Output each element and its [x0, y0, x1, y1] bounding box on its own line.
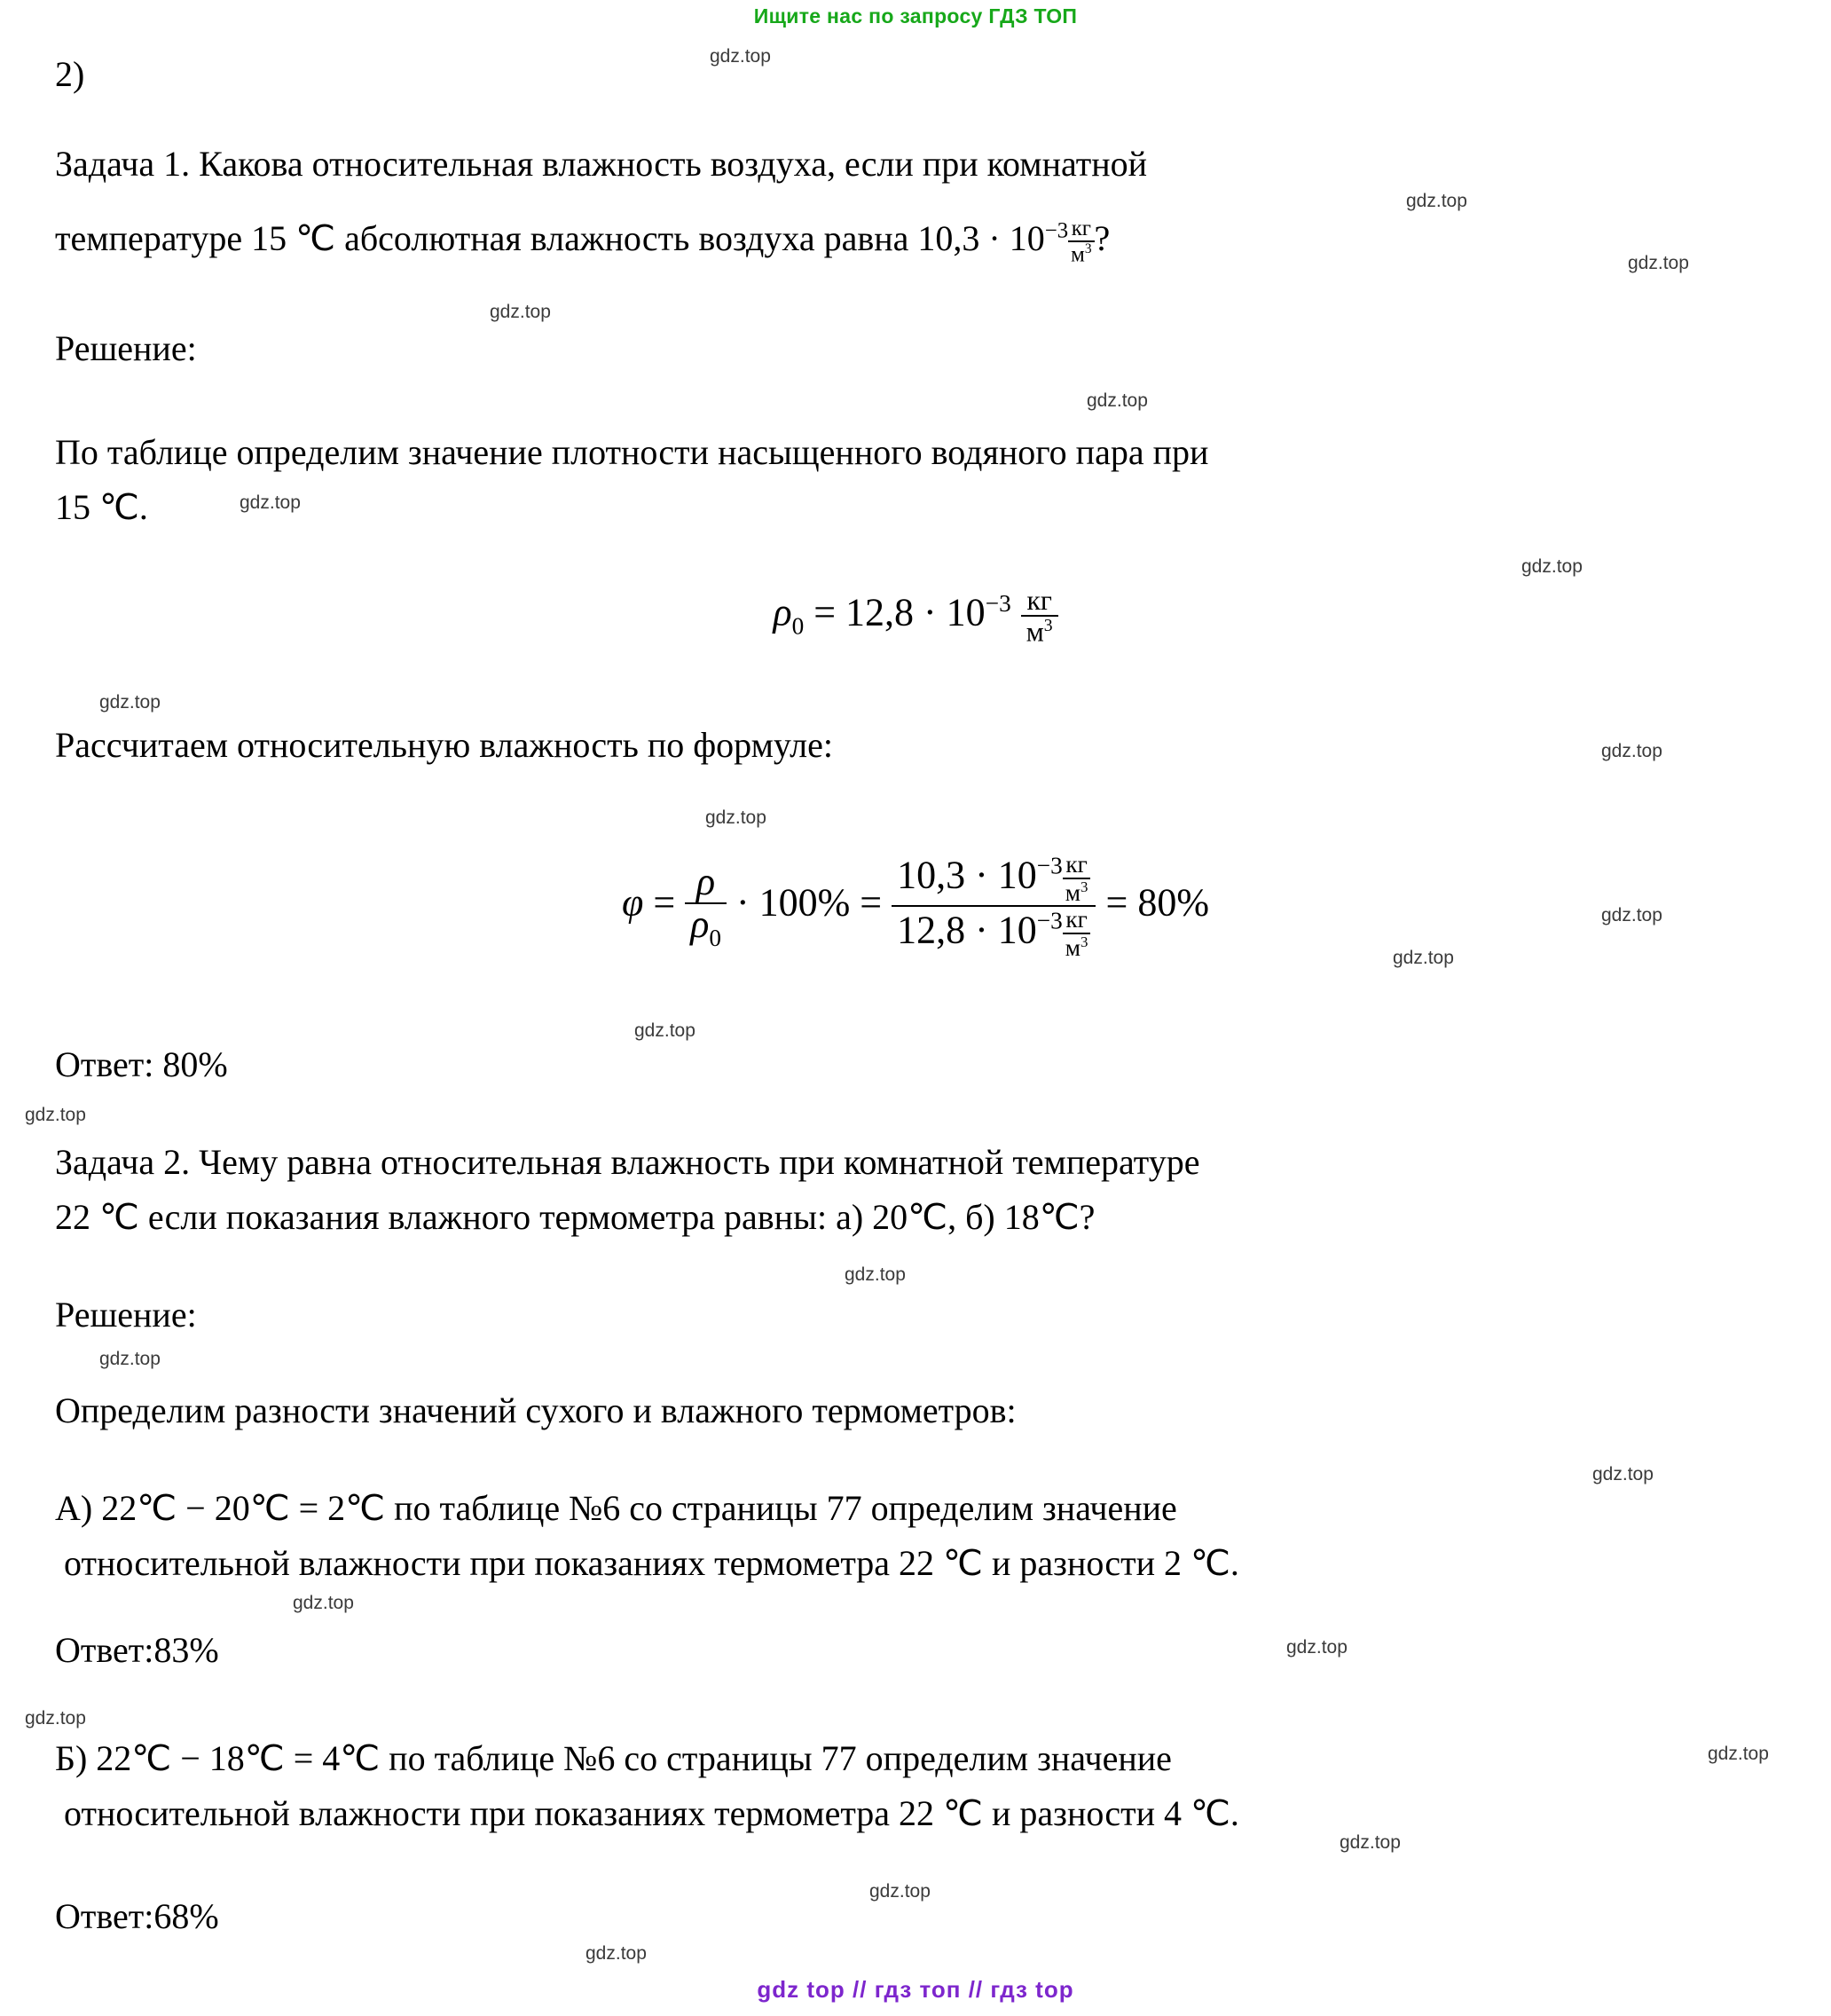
- table-lookup-line2: 15 ℃.: [55, 487, 148, 527]
- phi-ratio-numerator: ρ: [696, 860, 716, 904]
- equals-sign: =: [813, 590, 837, 634]
- solution-label-2: Решение:: [55, 1295, 197, 1335]
- phi-equation: [0, 852, 1831, 961]
- watermark-tag: gdz.top: [1592, 1464, 1654, 1484]
- rho0-unit-fraction: [1021, 586, 1058, 647]
- phi-den-unit-den-exp: 3: [1081, 933, 1088, 951]
- phi-num-unit-den-exp: 3: [1081, 878, 1088, 895]
- task1-exponent: −3: [1044, 218, 1069, 243]
- phi-num-unit-denominator: [1063, 878, 1091, 906]
- watermark-tag: gdz.top: [25, 1708, 86, 1729]
- watermark-tag: gdz.top: [1521, 556, 1583, 577]
- case-a-line1: А) 22℃ − 20℃ = 2℃ по таблице №6 со страницы 77 определим значение: [55, 1488, 1177, 1528]
- rho0-value: 12,8 · 10: [845, 590, 986, 634]
- task2-line1: Задача 2. Чему равна относительная влажность при комнатной температуре: [55, 1142, 1200, 1182]
- phi-result: 80%: [1137, 880, 1209, 925]
- phi-ratio-den-subscript: 0: [709, 925, 721, 952]
- phi-equals-3: =: [1105, 880, 1128, 925]
- rho0-equation: [0, 586, 1831, 647]
- watermark-tag: gdz.top: [634, 1020, 695, 1041]
- phi-symbol: φ: [622, 880, 644, 925]
- watermark-tag: gdz.top: [1708, 1744, 1769, 1764]
- phi-num-unit-numerator: кг: [1065, 851, 1088, 878]
- unit-denominator: [1068, 240, 1094, 266]
- watermark-tag: gdz.top: [1340, 1832, 1401, 1853]
- task1-unit-fraction: [1068, 217, 1094, 266]
- task1-line2: [55, 217, 1110, 266]
- answer-1: Ответ: 80%: [55, 1044, 228, 1084]
- rho0-exponent: −3: [985, 589, 1011, 617]
- watermark-tag: gdz.top: [1601, 905, 1662, 925]
- watermark-tag: gdz.top: [1601, 741, 1662, 761]
- task1-line2-tail: ?: [1094, 217, 1111, 258]
- watermark-tag: gdz.top: [710, 46, 771, 67]
- rho-subscript: 0: [791, 612, 805, 640]
- watermark-tag: gdz.top: [869, 1881, 931, 1902]
- task1-line2-part-a: температуре 15: [55, 217, 296, 258]
- table-lookup-line1: По таблице определим значение плотности насыщенного водяного пара при: [55, 432, 1209, 472]
- phi-ratio-den-symbol: ρ: [690, 902, 710, 947]
- watermark-tag: gdz.top: [99, 1349, 161, 1369]
- case-b-line1: Б) 22℃ − 18℃ = 4℃ по таблице №6 со страницы 77 определим значение: [55, 1738, 1172, 1778]
- phi-den-unit-denominator: [1063, 933, 1091, 961]
- phi-big-den-value: 12,8 · 10: [897, 908, 1037, 952]
- rho0-unit-den-base: м: [1026, 616, 1044, 648]
- header-watermark: Ищите нас по запросу ГДЗ ТОП: [753, 4, 1078, 28]
- phi-den-unit-den-base: м: [1065, 934, 1081, 962]
- phi-num-unit-den-base: м: [1065, 878, 1081, 906]
- footer-watermark: gdz top // гдз топ // гдз top: [757, 1976, 1074, 2003]
- phi-equals-1: =: [653, 880, 676, 925]
- watermark-tag: gdz.top: [490, 302, 551, 322]
- phi-big-num-exp: −3: [1036, 852, 1063, 879]
- phi-den-unit: [1063, 907, 1091, 960]
- difference-intro: Определим разности значений сухого и влажного термометров:: [55, 1390, 1017, 1430]
- rho0-unit-den-exponent: 3: [1043, 616, 1053, 636]
- watermark-tag: gdz.top: [845, 1264, 906, 1285]
- item-number: 2): [55, 54, 85, 94]
- task1-line2-part-b: абсолютная влажность воздуха равна 10,3 · 10: [335, 217, 1045, 258]
- case-b-line2: относительной влажности при показаниях термометра 22 ℃ и разности 4 ℃.: [64, 1793, 1239, 1833]
- solution-label-1: Решение:: [55, 328, 197, 368]
- unit-denominator-base: м: [1071, 242, 1085, 267]
- phi-num-unit: [1063, 852, 1091, 905]
- degree-celsius-symbol: ℃: [295, 217, 336, 258]
- watermark-tag: gdz.top: [25, 1105, 86, 1125]
- rho-symbol: ρ: [773, 590, 792, 634]
- watermark-tag: gdz.top: [585, 1943, 647, 1964]
- phi-big-fraction: [892, 852, 1096, 961]
- phi-ratio-fraction: [685, 862, 727, 951]
- rho0-unit-denominator: [1021, 615, 1058, 647]
- rho0-unit-numerator: кг: [1026, 585, 1052, 616]
- answer-2b: Ответ:68%: [55, 1896, 219, 1936]
- unit-numerator: кг: [1071, 217, 1091, 240]
- phi-equals-2: =: [860, 880, 883, 925]
- task1-line1: Задача 1. Какова относительная влажность воздуха, если при комнатной: [55, 144, 1148, 184]
- watermark-tag: gdz.top: [99, 692, 161, 713]
- phi-times-100: · 100%: [735, 880, 851, 925]
- phi-big-denominator: [892, 905, 1096, 960]
- task2-line2: 22 ℃ если показания влажного термометра равны: а) 20℃, б) 18℃?: [55, 1197, 1096, 1237]
- watermark-tag: gdz.top: [1087, 390, 1148, 411]
- watermark-tag: gdz.top: [1393, 948, 1454, 968]
- unit-denominator-exponent: 3: [1084, 241, 1092, 257]
- phi-den-unit-numerator: кг: [1065, 906, 1088, 933]
- watermark-tag: gdz.top: [705, 807, 766, 828]
- watermark-tag: gdz.top: [240, 492, 301, 513]
- watermark-tag: gdz.top: [293, 1593, 354, 1613]
- watermark-tag: gdz.top: [1628, 253, 1689, 273]
- watermark-tag: gdz.top: [1406, 191, 1467, 211]
- phi-big-den-exp: −3: [1036, 908, 1063, 934]
- formula-intro: Рассчитаем относительную влажность по формуле:: [55, 725, 833, 765]
- phi-big-numerator: [892, 852, 1096, 905]
- answer-2a: Ответ:83%: [55, 1630, 219, 1670]
- watermark-tag: gdz.top: [1286, 1637, 1348, 1658]
- phi-big-num-value: 10,3 · 10: [897, 853, 1037, 897]
- phi-ratio-denominator: [685, 902, 727, 950]
- case-a-line2: относительной влажности при показаниях термометра 22 ℃ и разности 2 ℃.: [64, 1543, 1239, 1583]
